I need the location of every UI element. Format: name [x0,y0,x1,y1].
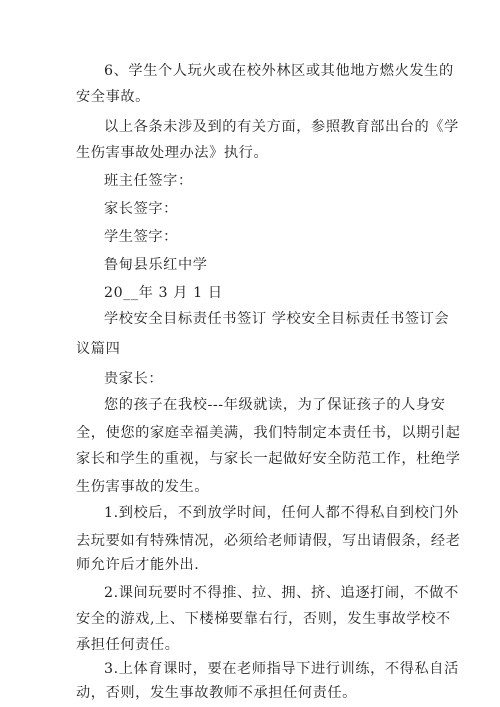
paragraph-line: 您的孩子在我校---年级就读，为了保证孩子的人身安 [104,397,446,413]
signature-line-teacher: 班主任签字： [104,173,193,189]
rule-item: 3.上体育课时，要在老师指导下进行训练，不得私自活 [104,661,459,677]
paragraph-line: 家长和学生的重视，与家长一起做好安全防范工作，杜绝学 [76,451,461,467]
section-heading: 学校安全目标责任书签订 学校安全目标责任书签订会 [104,311,450,327]
rule-item-line: 动，否则，发生事故教师不承担任何责任。 [76,685,357,701]
paragraph-line: 以上各条未涉及到的有关方面，参照教育部出台的《学 [104,119,459,135]
paragraph-line: 生伤害事故的发生。 [76,479,210,495]
rule-item-line: 承担任何责任。 [76,637,180,653]
salutation: 贵家长： [104,371,164,387]
paragraph-line: 6、学生个人玩火或在校外林区或其他地方燃火发生的 [104,63,454,79]
school-name: 鲁甸县乐红中学 [104,257,208,273]
rule-item: 1.到校后，不到放学时间，任何人都不得私自到校门外 [104,505,459,521]
signature-line-student: 学生签字： [104,229,178,245]
rule-item: 2.课间玩要时不得推、拉、拥、挤、追逐打闹，不做不 [104,585,459,601]
rule-item-line: 去玩要如有特殊情况，必须给老师请假，写出请假条，经老 [76,533,461,549]
paragraph-line: 生伤害事故处理办法》执行。 [76,145,269,161]
signature-line-parent: 家长签字： [104,201,178,217]
rule-item-line: 师允许后才能外出. [76,557,200,573]
section-heading: 议篇四 [76,341,121,357]
paragraph-line: 全，使您的家庭幸福美满，我们特制定本责任书，以期引起 [76,425,461,441]
document-date: 20__年 3 月 1 日 [104,285,223,301]
rule-item-line: 安全的游戏,上、下楼梯要靠右行，否则，发生事故学校不 [76,611,451,627]
paragraph-line: 安全事故。 [76,89,150,105]
